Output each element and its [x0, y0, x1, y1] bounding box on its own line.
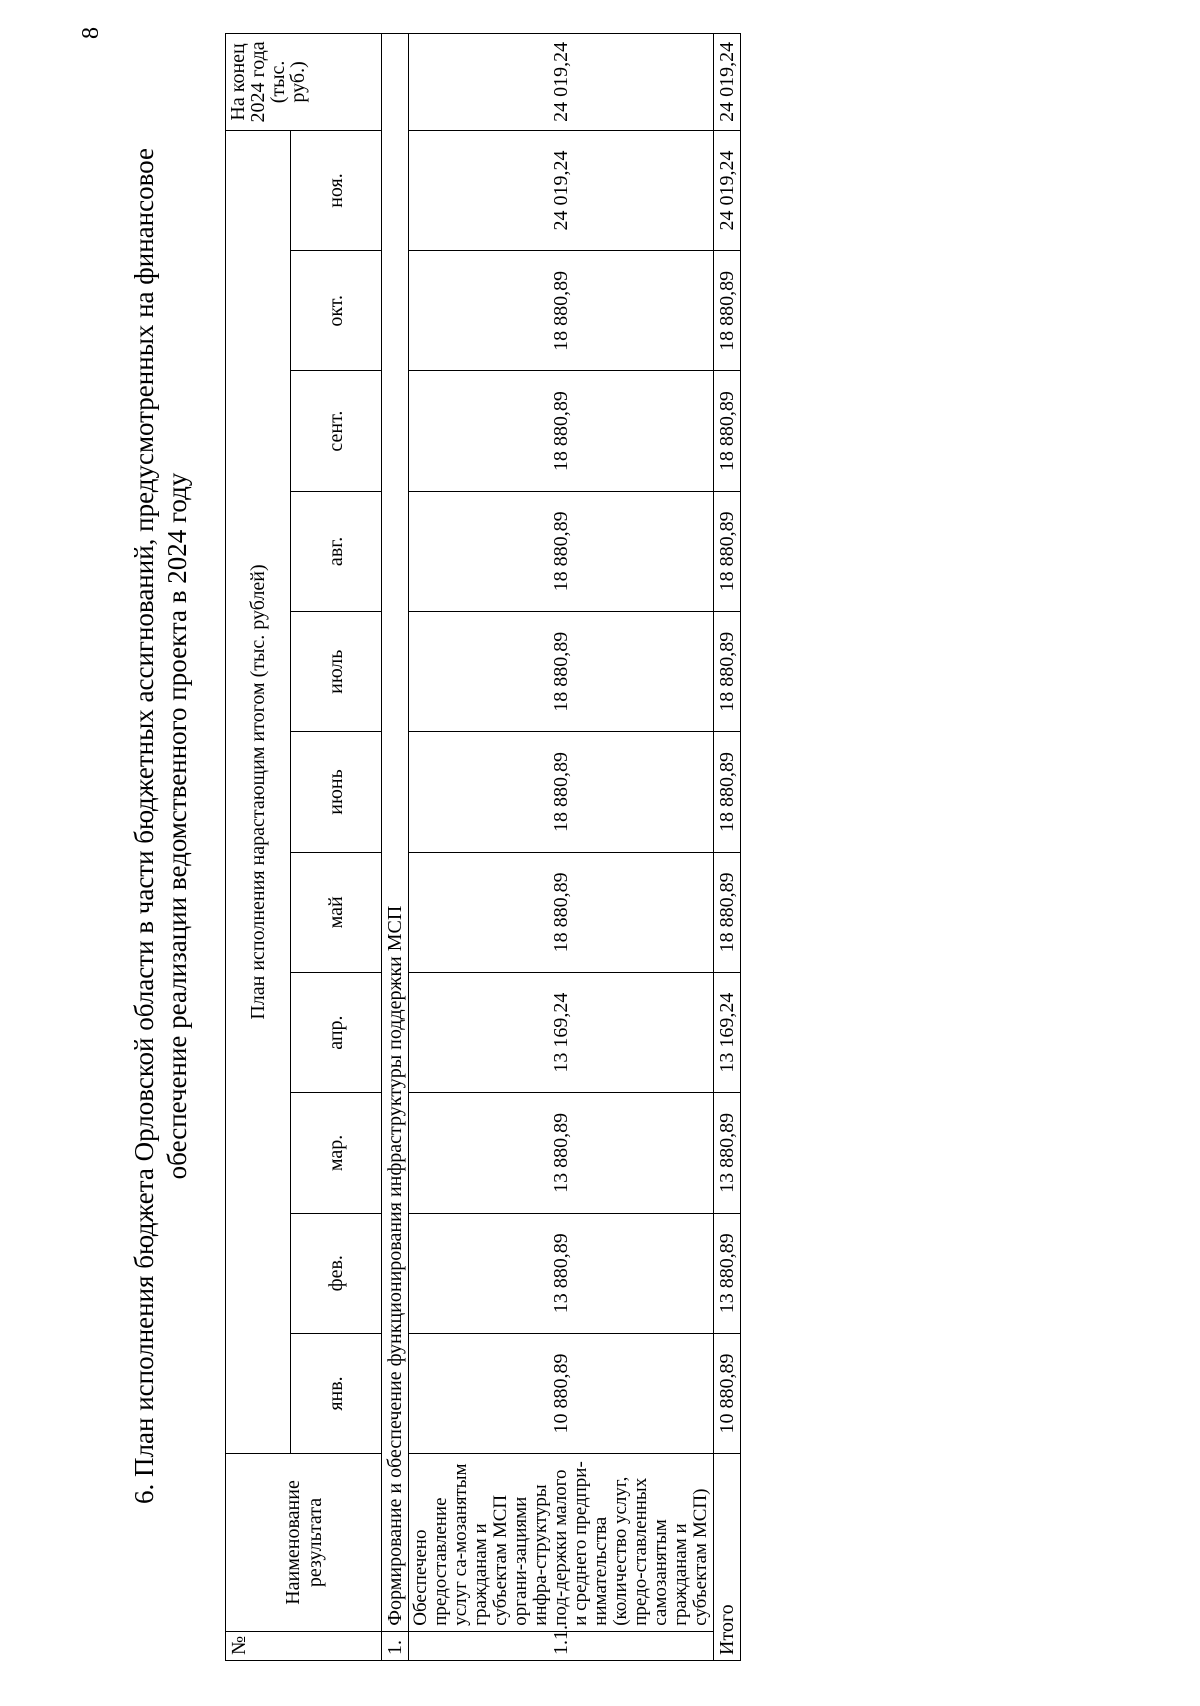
- header-month: мар.: [291, 1093, 382, 1213]
- header-month: май: [291, 852, 382, 972]
- total-month-value: 18 880,89: [714, 251, 741, 371]
- budget-plan-table: [225, 33, 741, 1661]
- header-row-1: [226, 34, 291, 1661]
- title-line-2: обеспечение реализации ведомственного проекта в 2024 году: [162, 472, 192, 1180]
- total-month-value: 18 880,89: [714, 732, 741, 852]
- page-number: 8: [78, 27, 104, 39]
- header-month: янв.: [291, 1333, 382, 1453]
- total-month-value: 18 880,89: [714, 491, 741, 611]
- result-name: Обеспечено предоставление услуг са-мозанятым гражданам и субъектам МСП органи-зациями инфра-структуры под-держки малого и среднего предпри-нимательства (количество услуг, предо-ставленных самозанятым гражданам и субъектам МСП): [409, 1454, 714, 1632]
- header-row-months: [291, 34, 382, 1661]
- month-value: 10 880,89: [409, 1333, 714, 1453]
- header-month: июль: [291, 612, 382, 732]
- total-year-end-value: 24 019,24: [714, 34, 741, 131]
- header-month: фев.: [291, 1213, 382, 1333]
- month-value: 18 880,89: [409, 491, 714, 611]
- total-month-value: 13 880,89: [714, 1093, 741, 1213]
- header-month: авг.: [291, 491, 382, 611]
- year-end-value: 24 019,24: [409, 34, 714, 131]
- month-value: 13 880,89: [409, 1213, 714, 1333]
- header-plan-group: План исполнения нарастающим итогом (тыс. рублей): [226, 130, 291, 1453]
- header-year-end: На конец 2024 года (тыс. руб.): [226, 34, 382, 131]
- month-value: 18 880,89: [409, 852, 714, 972]
- header-month: ноя.: [291, 130, 382, 250]
- month-value: 18 880,89: [409, 612, 714, 732]
- section-title: Формирование и обеспечение функционирования инфраструктуры поддержки МСП: [382, 34, 409, 1632]
- header-result-name: Наименование результата: [226, 1454, 382, 1632]
- month-value: 18 880,89: [409, 371, 714, 491]
- total-month-value: 24 019,24: [714, 130, 741, 250]
- header-month: окт.: [291, 251, 382, 371]
- total-row: [714, 34, 741, 1661]
- total-month-value: 13 880,89: [714, 1213, 741, 1333]
- total-month-value: 18 880,89: [714, 852, 741, 972]
- total-month-value: 13 169,24: [714, 972, 741, 1092]
- header-number: №: [226, 1631, 382, 1660]
- month-value: 13 880,89: [409, 1093, 714, 1213]
- month-value: 24 019,24: [409, 130, 714, 250]
- total-label: Итого: [714, 1454, 741, 1661]
- total-month-value: 18 880,89: [714, 612, 741, 732]
- header-month: июнь: [291, 732, 382, 852]
- row-number: 1.1.: [409, 1631, 714, 1660]
- month-value: 18 880,89: [409, 251, 714, 371]
- section-number: 1.: [382, 1631, 409, 1660]
- total-month-value: 18 880,89: [714, 371, 741, 491]
- header-month: апр.: [291, 972, 382, 1092]
- total-month-value: 10 880,89: [714, 1333, 741, 1453]
- title-line-1: 6. План исполнения бюджета Орловской области в части бюджетных ассигнований, предусмотренных на финансовое: [129, 148, 159, 1504]
- month-value: 13 169,24: [409, 972, 714, 1092]
- header-month: сент.: [291, 371, 382, 491]
- table-row: [409, 34, 714, 1661]
- month-value: 18 880,89: [409, 732, 714, 852]
- document-title: [128, 46, 194, 1606]
- section-row: [382, 34, 409, 1661]
